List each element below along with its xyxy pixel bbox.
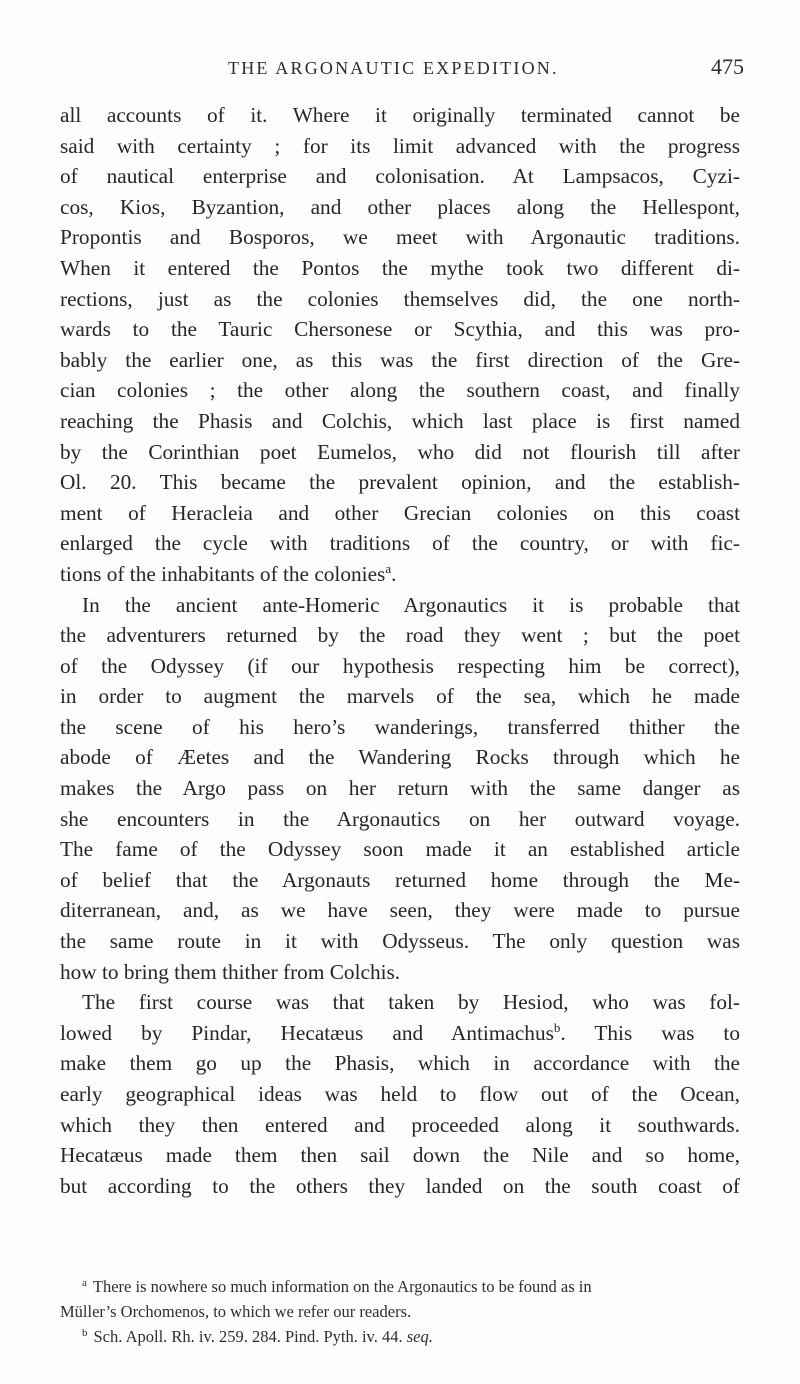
text-line: cian colonies ; the other along the southern coast, and finally [60, 378, 740, 403]
text-line: all accounts of it. Where it originally terminated cannot be [60, 103, 740, 127]
text-line: Propontis and Bosporos, we meet with Argonautic traditions. [60, 225, 740, 250]
text-segment: tions of the inhabitants of the colonies [60, 561, 386, 586]
footnote-marker-b: b [82, 1326, 88, 1339]
text-segment: . [391, 561, 397, 586]
text-line: The fame of the Odyssey soon made it an established article [60, 837, 740, 862]
text-line: makes the Argo pass on her return with the same danger as [60, 776, 740, 801]
footnote-text: There is nowhere so much information on the Argonautics to be found as in [92, 1277, 592, 1296]
footnote-ref-b[interactable]: b [553, 1019, 561, 1035]
footnotes [60, 1274, 740, 1349]
text-line: but according to the others they landed on the south coast of [60, 1173, 740, 1198]
text-line: abode of Æetes and the Wandering Rocks through which he [60, 745, 740, 770]
body-text [60, 100, 740, 1201]
text-line: The first course was that taken by Hesiod, who was fol- [82, 990, 740, 1015]
text-segment: . This was to [560, 1020, 740, 1045]
text-line: wards to the Tauric Chersonese or Scythia, and this was pro- [60, 317, 740, 342]
text-line: she encounters in the Argonautics on her outward voyage. [60, 806, 740, 831]
text-line: In the ancient ante-Homeric Argonautics it is probable that [82, 592, 740, 617]
text-line: the same route in it with Odysseus. The only question was [60, 929, 740, 954]
text-line: ment of Heracleia and other Grecian colonies on this coast [60, 500, 740, 525]
footnote-text: Sch. Apoll. Rh. iv. 259. 284. Pind. Pyth. iv. 44. [93, 1327, 403, 1346]
text-line: how to bring them thither from Colchis. [60, 959, 401, 984]
text-line: early geographical ideas was held to flow out of the Ocean, [60, 1082, 740, 1106]
text-line: diterranean, and, as we have seen, they were made to pursue [60, 898, 740, 923]
text-line: the scene of his hero’s wanderings, transferred thither the [60, 714, 740, 739]
footnote-b [60, 1324, 740, 1349]
footnote-a [60, 1274, 740, 1299]
text-line: rections, just as the colonies themselves did, the one north- [60, 286, 740, 311]
text-line: cos, Kios, Byzantion, and other places along the Hellespont, [60, 194, 740, 219]
text-segment: lowed by Pindar, Hecatæus and Antimachus [60, 1020, 554, 1045]
text-line: Ol. 20. This became the prevalent opinion, and the establish- [60, 470, 740, 495]
footnote-ref-a[interactable]: a [385, 560, 392, 576]
text-line: make them go up the Phasis, which in accordance with the [60, 1051, 740, 1076]
text-line: of belief that the Argonauts returned home through the Me- [60, 867, 740, 892]
page-number: 475 [711, 54, 744, 79]
text-line: of nautical enterprise and colonisation. At Lampsacos, Cyzi- [60, 164, 740, 189]
page-header [0, 54, 800, 92]
text-line: in order to augment the marvels of the sea, which he made [60, 684, 740, 709]
text-line: which they then entered and proceeded along it southwards. [60, 1112, 740, 1137]
footnote-a-continued: Müller’s Orchomenos, to which we refer our readers. [60, 1302, 412, 1321]
footnote-seq: seq. [406, 1327, 433, 1346]
text-line: reaching the Phasis and Colchis, which last place is first named [60, 408, 740, 433]
text-line: of the Odyssey (if our hypothesis respecting him be correct), [60, 653, 740, 678]
text-line [60, 1018, 740, 1049]
running-title: THE ARGONAUTIC EXPEDITION. [228, 58, 559, 78]
text-line: bably the earlier one, as this was the first direction of the Gre- [60, 347, 740, 372]
text-line: by the Corinthian poet Eumelos, who did not flourish till after [60, 439, 740, 464]
text-line: enlarged the cycle with traditions of the country, or with fic- [60, 531, 740, 556]
text-line: said with certainty ; for its limit advanced with the progress [60, 133, 740, 158]
text-line [60, 559, 740, 590]
text-line: the adventurers returned by the road they went ; but the poet [60, 623, 740, 648]
text-line: When it entered the Pontos the mythe took two different di- [60, 255, 740, 280]
text-line: Hecatæus made them then sail down the Nile and so home, [60, 1143, 740, 1168]
footnote-marker-a: a [82, 1276, 87, 1289]
